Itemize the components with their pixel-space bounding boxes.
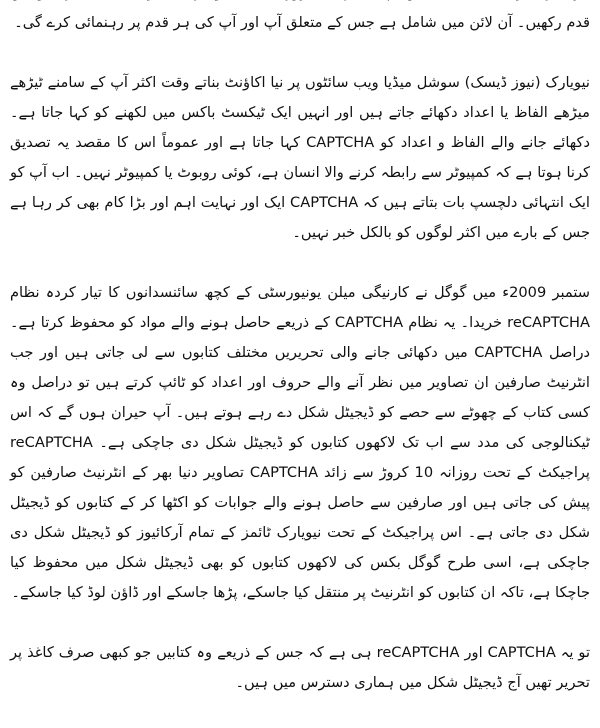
article-paragraph-top-cut: قدم رکھیں۔ آن لائن میں شامل ہے جس کے متعلق آپ اور آپ کی ہر قدم پر رہنمائی کرے گی۔ [14,14,590,31]
article-paragraph-conclusion: تو یہ CAPTCHA اور reCAPTCHA ہی ہے کہ جس کے ذریعے وہ کتابیں جو کبھی صرف کاغذ پر تحریر تھیں آج ڈیجیٹل شکل میں ہماری دسترس میں ہیں۔ [10,644,591,691]
article-paragraph-recaptcha: ستمبر 2009ء میں گوگل نے کارنیگی میلن یونیورسٹی کے کچھ سائنسدانوں کا تیار کردہ نظام reCAPTCHA خریدا۔ یہ نظام CAPTCHA کے ذریعے حاصل ہونے والے مواد کو محفوظ کرتا ہے۔ دراصل CAPTCHA میں دکھائی جانے والی تحریریں مختلف کتابوں سے لی جاتی ہیں اور جب انٹرنیٹ صارفین ان تصاویر میں نظر آنے والے حروف اور اعداد کو ٹائپ کرتے ہیں تو دراصل وہ کسی کتاب کے چھوٹے سے حصے کو ڈیجیٹل شکل دے رہے ہوتے ہیں۔ آپ حیران ہوں گے کہ اس ٹیکنالوجی کی مدد سے اب تک لاکھوں کتابوں کو ڈیجیٹل شکل دی جاچکی ہے۔ reCAPTCHA پراجیکٹ کے تحت روزانہ 10 کروڑ سے زائد CAPTCHA تصاویر دنیا بھر کے انٹرنیٹ صارفین کو پیش کی جاتی ہیں اور صارفین سے حاصل ہونے والے جوابات کو اکٹھا کر کے کتابوں کو ڈیجیٹل شکل دی جاتی ہے۔ اس پراجیکٹ کے تحت نیویارک ٹائمز کے تمام آرکائیوز کو ڈیجیٹل شکل دی جاچکی ہے، اسی طرح گوگل بکس کی لاکھوں کتابوں کو بھی ڈیجیٹل شکل میں محفوظ کیا جاچکا ہے، تاکہ ان کتابوں کو انٹرنیٹ پر منتقل کیا جاسکے، پڑھا جاسکے اور ڈاؤن لوڈ کیا جاسکے۔ [10,284,590,601]
article-body [10,0,590,728]
article-paragraph-intro: نیویارک (نیوز ڈیسک) سوشل میڈیا ویب سائٹوں پر نیا اکاؤنٹ بناتے وقت اکثر آپ کے سامنے ٹیڑھے میڑھے الفاظ یا اعداد دکھائے جاتے ہیں اور انہیں ایک ٹیکسٹ باکس میں لکھنے کو کہا جاتا ہے۔ دکھائے جانے والے الفاظ و اعداد کو CAPTCHA کہا جاتا ہے اور عموماً اس کا مقصد یہ تصدیق کرنا ہوتا ہے کہ کمپیوٹر سے رابطہ کرنے والا انسان ہے، کوئی روبوٹ یا کمپیوٹر نہیں۔ اب آپ کو ایک انتہائی دلچسپ بات بتاتے ہیں کہ CAPTCHA ایک اور نہایت اہم اور بڑا کام بھی کر رہا ہے جس کے بارے میں اکثر لوگوں کو بالکل خبر نہیں۔ [10,74,590,241]
